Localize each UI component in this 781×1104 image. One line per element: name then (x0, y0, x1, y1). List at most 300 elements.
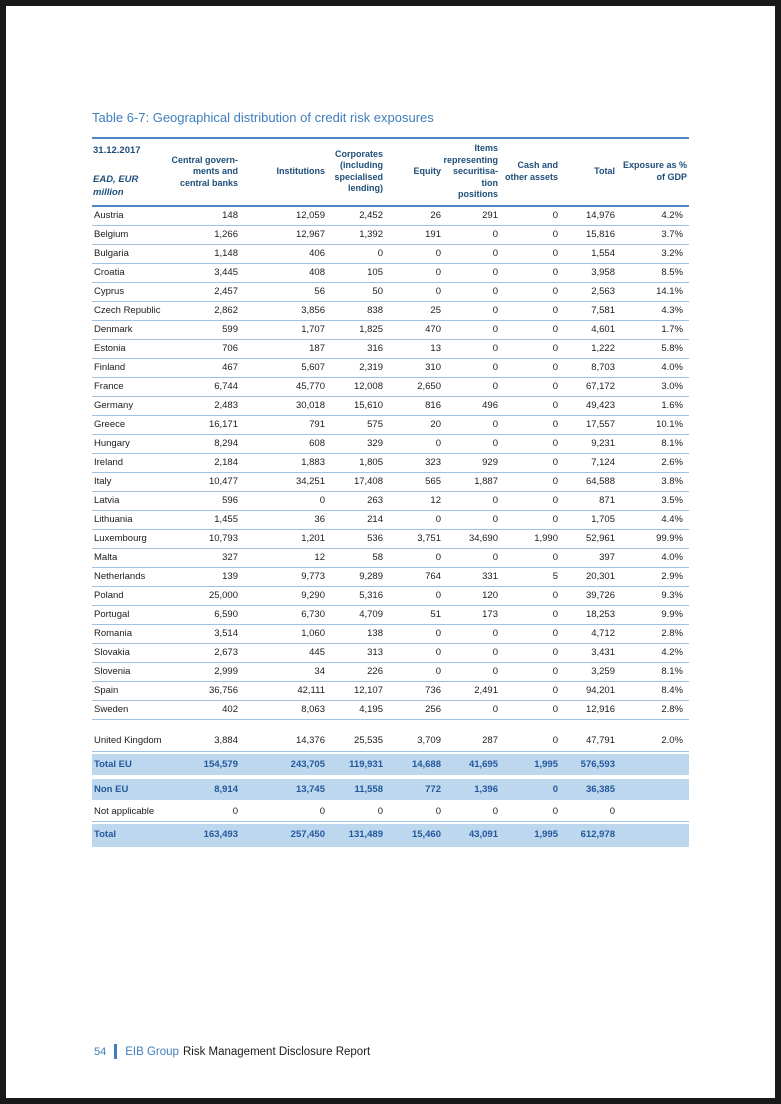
table-row (92, 264, 689, 283)
row-value: 0 (500, 340, 560, 359)
table-row (92, 454, 689, 473)
row-value: 36 (240, 511, 327, 530)
row-value: 0 (500, 245, 560, 264)
row-value: 1,707 (240, 321, 327, 340)
row-value: 575 (327, 416, 385, 435)
row-value: 596 (164, 492, 240, 511)
table-row (92, 625, 689, 644)
row-value: 816 (385, 397, 443, 416)
row-value: 0 (500, 454, 560, 473)
row-value: 26 (385, 207, 443, 226)
row-value: 0 (164, 802, 240, 822)
row-label: Bulgaria (92, 245, 164, 264)
row-label: Latvia (92, 492, 164, 511)
row-value: 163,493 (164, 822, 240, 847)
row-value: 0 (385, 549, 443, 568)
row-value: 287 (443, 720, 500, 752)
row-value: 58 (327, 549, 385, 568)
row-value: 5.8% (617, 340, 689, 359)
row-value: 8.4% (617, 682, 689, 701)
row-value: 10.1% (617, 416, 689, 435)
row-value: 929 (443, 454, 500, 473)
row-value: 34,251 (240, 473, 327, 492)
row-value: 0 (385, 435, 443, 454)
row-value: 2,999 (164, 663, 240, 682)
row-label: Lithuania (92, 511, 164, 530)
row-value: 316 (327, 340, 385, 359)
col-header-total: Total (560, 137, 617, 207)
col-header-corporates: Corporates (including specialised lending) (327, 137, 385, 207)
row-value: 4,709 (327, 606, 385, 625)
row-value: 0 (443, 549, 500, 568)
table-row (92, 644, 689, 663)
row-label: Ireland (92, 454, 164, 473)
row-value: 187 (240, 340, 327, 359)
row-value: 17,557 (560, 416, 617, 435)
row-value: 838 (327, 302, 385, 321)
row-value: 154,579 (164, 752, 240, 777)
row-value: 0 (443, 283, 500, 302)
row-value: 2,319 (327, 359, 385, 378)
row-value: 41,695 (443, 752, 500, 777)
row-value: 42,111 (240, 682, 327, 701)
row-value: 0 (500, 802, 560, 822)
row-value: 6,590 (164, 606, 240, 625)
row-value: 445 (240, 644, 327, 663)
table-row (92, 752, 689, 777)
row-value: 56 (240, 283, 327, 302)
row-value: 3.2% (617, 245, 689, 264)
row-value: 10,793 (164, 530, 240, 549)
row-value (617, 802, 689, 822)
row-value: 0 (443, 492, 500, 511)
row-value: 1,805 (327, 454, 385, 473)
row-value: 120 (443, 587, 500, 606)
row-value: 16,171 (164, 416, 240, 435)
row-value: 496 (443, 397, 500, 416)
col-header-institutions: Institutions (240, 137, 327, 207)
table-row (92, 549, 689, 568)
row-value: 148 (164, 207, 240, 226)
row-value (617, 777, 689, 802)
table-row (92, 397, 689, 416)
row-value: 2,491 (443, 682, 500, 701)
row-value: 1,266 (164, 226, 240, 245)
row-value: 0 (500, 226, 560, 245)
row-value: 0 (500, 625, 560, 644)
row-value: 9.9% (617, 606, 689, 625)
row-value: 0 (500, 378, 560, 397)
col-header-securitisation: Items representing securitisation positions (443, 137, 500, 207)
row-label: Finland (92, 359, 164, 378)
row-value: 8,063 (240, 701, 327, 720)
row-value: 14,688 (385, 752, 443, 777)
row-value: 2.8% (617, 701, 689, 720)
row-value: 191 (385, 226, 443, 245)
row-value: 226 (327, 663, 385, 682)
row-value: 39,726 (560, 587, 617, 606)
row-value: 0 (385, 283, 443, 302)
row-value: 0 (385, 802, 443, 822)
row-value: 214 (327, 511, 385, 530)
row-value: 0 (500, 663, 560, 682)
table-body (92, 207, 689, 847)
row-value: 14,376 (240, 720, 327, 752)
row-value: 99.9% (617, 530, 689, 549)
row-value: 4.2% (617, 644, 689, 663)
row-value: 2.9% (617, 568, 689, 587)
row-label: Italy (92, 473, 164, 492)
row-value: 8,914 (164, 777, 240, 802)
table-row (92, 340, 689, 359)
row-value: 313 (327, 644, 385, 663)
row-value: 0 (385, 644, 443, 663)
table-row (92, 492, 689, 511)
row-value: 94,201 (560, 682, 617, 701)
row-value: 1.6% (617, 397, 689, 416)
row-label: Cyprus (92, 283, 164, 302)
row-value: 3,958 (560, 264, 617, 283)
table-row (92, 321, 689, 340)
row-label: Total EU (92, 752, 164, 777)
row-value: 406 (240, 245, 327, 264)
row-value: 0 (500, 397, 560, 416)
row-value: 6,744 (164, 378, 240, 397)
table-row (92, 416, 689, 435)
table-row (92, 226, 689, 245)
row-value: 45,770 (240, 378, 327, 397)
row-value: 7,581 (560, 302, 617, 321)
row-value: 34 (240, 663, 327, 682)
row-value: 15,610 (327, 397, 385, 416)
row-value: 565 (385, 473, 443, 492)
col-header-cash-other-assets: Cash and other assets (500, 137, 560, 207)
col-header-central-governments: Central governments and central banks (164, 137, 240, 207)
row-value: 49,423 (560, 397, 617, 416)
row-label: France (92, 378, 164, 397)
table-row (92, 701, 689, 720)
row-value: 14.1% (617, 283, 689, 302)
footer-report-title: Risk Management Disclosure Report (182, 1045, 371, 1058)
row-value: 608 (240, 435, 327, 454)
row-label: Croatia (92, 264, 164, 283)
row-value: 4.4% (617, 511, 689, 530)
row-value: 4.0% (617, 549, 689, 568)
table-row (92, 473, 689, 492)
row-value: 791 (240, 416, 327, 435)
row-value: 467 (164, 359, 240, 378)
row-value: 9,289 (327, 568, 385, 587)
row-value: 1,455 (164, 511, 240, 530)
table-row (92, 720, 689, 752)
row-value: 30,018 (240, 397, 327, 416)
row-value: 1,060 (240, 625, 327, 644)
row-value: 0 (443, 359, 500, 378)
row-value: 138 (327, 625, 385, 644)
row-value: 576,593 (560, 752, 617, 777)
col-header-equity: Equity (385, 137, 443, 207)
table-row (92, 663, 689, 682)
row-value: 291 (443, 207, 500, 226)
row-value: 36,756 (164, 682, 240, 701)
row-value: 706 (164, 340, 240, 359)
row-value: 3,856 (240, 302, 327, 321)
row-value: 0 (327, 245, 385, 264)
row-value: 0 (500, 511, 560, 530)
row-label: Czech Republic (92, 302, 164, 321)
row-value: 0 (500, 435, 560, 454)
row-value: 139 (164, 568, 240, 587)
row-value: 0 (385, 511, 443, 530)
row-value: 5 (500, 568, 560, 587)
footer-divider (114, 1044, 117, 1059)
row-value: 8,703 (560, 359, 617, 378)
table-row (92, 802, 689, 822)
row-value: 2.6% (617, 454, 689, 473)
row-value: 1,705 (560, 511, 617, 530)
row-value: 0 (560, 802, 617, 822)
row-value: 1,148 (164, 245, 240, 264)
row-value: 0 (500, 682, 560, 701)
row-value: 52,961 (560, 530, 617, 549)
row-value: 9,231 (560, 435, 617, 454)
row-value: 331 (443, 568, 500, 587)
row-value: 64,588 (560, 473, 617, 492)
row-value: 0 (443, 701, 500, 720)
row-value: 0 (385, 663, 443, 682)
table-row (92, 378, 689, 397)
row-value: 8.1% (617, 663, 689, 682)
row-value: 173 (443, 606, 500, 625)
row-value: 25 (385, 302, 443, 321)
row-value: 4.2% (617, 207, 689, 226)
page-footer (94, 1044, 370, 1059)
row-value: 2,452 (327, 207, 385, 226)
row-value: 0 (443, 340, 500, 359)
row-value: 0 (500, 587, 560, 606)
row-label: Total (92, 822, 164, 847)
row-value: 9.3% (617, 587, 689, 606)
row-value: 0 (327, 802, 385, 822)
row-value: 1,396 (443, 777, 500, 802)
row-label: Romania (92, 625, 164, 644)
row-value: 257,450 (240, 822, 327, 847)
row-value: 1.7% (617, 321, 689, 340)
row-value: 4,601 (560, 321, 617, 340)
row-value: 4,712 (560, 625, 617, 644)
row-label: Portugal (92, 606, 164, 625)
row-value: 5,316 (327, 587, 385, 606)
row-value: 8,294 (164, 435, 240, 454)
table-row (92, 606, 689, 625)
table-row (92, 435, 689, 454)
table-row (92, 511, 689, 530)
row-value: 2.8% (617, 625, 689, 644)
row-value: 397 (560, 549, 617, 568)
row-value: 310 (385, 359, 443, 378)
row-value: 1,201 (240, 530, 327, 549)
row-value: 0 (500, 606, 560, 625)
row-label: Estonia (92, 340, 164, 359)
col-header-exposure-gdp: Exposure as % of GDP (617, 137, 689, 207)
row-value: 0 (443, 321, 500, 340)
row-value: 243,705 (240, 752, 327, 777)
row-value: 408 (240, 264, 327, 283)
row-value: 2,563 (560, 283, 617, 302)
row-value: 470 (385, 321, 443, 340)
row-label: Hungary (92, 435, 164, 454)
row-value: 2,862 (164, 302, 240, 321)
row-value: 256 (385, 701, 443, 720)
row-value: 0 (443, 302, 500, 321)
row-value: 5,607 (240, 359, 327, 378)
row-value: 25,535 (327, 720, 385, 752)
row-value: 36,385 (560, 777, 617, 802)
row-value: 1,887 (443, 473, 500, 492)
row-value: 329 (327, 435, 385, 454)
header-date-unit-cell (92, 137, 164, 207)
table-row (92, 587, 689, 606)
table-row (92, 568, 689, 587)
row-value: 3,445 (164, 264, 240, 283)
row-value: 1,990 (500, 530, 560, 549)
row-label: Poland (92, 587, 164, 606)
row-value: 2,650 (385, 378, 443, 397)
row-value: 0 (443, 378, 500, 397)
row-value: 764 (385, 568, 443, 587)
row-value: 12 (240, 549, 327, 568)
row-value: 15,816 (560, 226, 617, 245)
table-row (92, 530, 689, 549)
row-value: 0 (240, 492, 327, 511)
row-value: 7,124 (560, 454, 617, 473)
row-value: 0 (443, 663, 500, 682)
row-value: 4.3% (617, 302, 689, 321)
row-label: Belgium (92, 226, 164, 245)
row-value: 1,392 (327, 226, 385, 245)
row-value: 736 (385, 682, 443, 701)
table-row (92, 302, 689, 321)
row-value: 0 (500, 321, 560, 340)
row-label: Sweden (92, 701, 164, 720)
row-value: 3,259 (560, 663, 617, 682)
row-value: 0 (385, 264, 443, 283)
header-date: 31.12.2017 (93, 144, 141, 156)
row-value: 0 (385, 245, 443, 264)
row-value: 13,745 (240, 777, 327, 802)
row-value: 0 (240, 802, 327, 822)
header-unit: EAD, EUR million (93, 174, 139, 198)
row-label: Greece (92, 416, 164, 435)
footer-brand: EIB Group (125, 1045, 179, 1058)
row-value: 51 (385, 606, 443, 625)
table-row (92, 359, 689, 378)
row-value: 2,184 (164, 454, 240, 473)
row-value: 119,931 (327, 752, 385, 777)
row-value: 47,791 (560, 720, 617, 752)
row-value: 0 (443, 511, 500, 530)
row-value: 0 (443, 264, 500, 283)
table-row (92, 207, 689, 226)
row-value: 0 (385, 587, 443, 606)
row-value: 0 (443, 802, 500, 822)
row-label: Slovakia (92, 644, 164, 663)
page-number: 54 (94, 1045, 107, 1058)
row-value: 2.0% (617, 720, 689, 752)
row-value: 536 (327, 530, 385, 549)
table-row (92, 682, 689, 701)
row-value: 0 (500, 416, 560, 435)
row-value: 4,195 (327, 701, 385, 720)
row-value: 34,690 (443, 530, 500, 549)
row-value: 0 (443, 416, 500, 435)
row-value: 0 (500, 207, 560, 226)
row-value: 0 (500, 701, 560, 720)
row-value (617, 752, 689, 777)
row-value: 0 (385, 625, 443, 644)
row-value: 12,059 (240, 207, 327, 226)
row-value: 3.7% (617, 226, 689, 245)
row-value (617, 822, 689, 847)
row-value: 0 (500, 359, 560, 378)
row-value: 3,709 (385, 720, 443, 752)
row-value: 12 (385, 492, 443, 511)
row-value: 43,091 (443, 822, 500, 847)
row-value: 12,008 (327, 378, 385, 397)
table-section (92, 110, 692, 847)
row-value: 18,253 (560, 606, 617, 625)
row-label: United Kingdom (92, 720, 164, 752)
row-value: 0 (443, 625, 500, 644)
row-value: 3,431 (560, 644, 617, 663)
row-label: Non EU (92, 777, 164, 802)
row-value: 402 (164, 701, 240, 720)
row-label: Not applicable (92, 802, 164, 822)
header-row (92, 137, 689, 207)
row-value: 3.0% (617, 378, 689, 397)
row-label: Malta (92, 549, 164, 568)
row-value: 772 (385, 777, 443, 802)
row-value: 1,222 (560, 340, 617, 359)
row-value: 0 (500, 644, 560, 663)
row-value: 14,976 (560, 207, 617, 226)
row-value: 1,883 (240, 454, 327, 473)
table-row (92, 822, 689, 847)
table-row (92, 283, 689, 302)
row-value: 3,751 (385, 530, 443, 549)
row-value: 4.0% (617, 359, 689, 378)
exposure-table (92, 137, 689, 847)
row-value: 12,107 (327, 682, 385, 701)
row-value: 25,000 (164, 587, 240, 606)
row-value: 0 (500, 492, 560, 511)
row-label: Netherlands (92, 568, 164, 587)
row-label: Denmark (92, 321, 164, 340)
row-value: 20 (385, 416, 443, 435)
row-value: 327 (164, 549, 240, 568)
row-value: 9,773 (240, 568, 327, 587)
row-value: 10,477 (164, 473, 240, 492)
row-value: 2,457 (164, 283, 240, 302)
row-value: 2,483 (164, 397, 240, 416)
row-value: 871 (560, 492, 617, 511)
row-label: Germany (92, 397, 164, 416)
row-value: 0 (500, 302, 560, 321)
row-value: 1,825 (327, 321, 385, 340)
row-value: 12,967 (240, 226, 327, 245)
row-value: 0 (443, 435, 500, 454)
row-value: 0 (443, 226, 500, 245)
